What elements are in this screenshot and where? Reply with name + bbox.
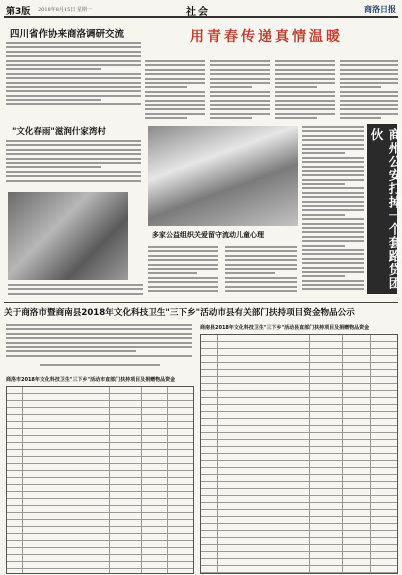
- table-row: [7, 457, 193, 464]
- text-line: [210, 113, 270, 115]
- text-line: [340, 86, 381, 88]
- table-row: [201, 440, 397, 447]
- text-line: [302, 170, 364, 172]
- table-row: [201, 426, 397, 433]
- table-row: [201, 370, 397, 377]
- text-line: [6, 153, 141, 155]
- text-line: [6, 328, 192, 330]
- table-row: [201, 342, 397, 349]
- text-line: [225, 290, 297, 292]
- article-body-col5: [340, 60, 398, 122]
- text-line: [275, 69, 335, 71]
- text-line: [210, 64, 270, 66]
- article-body-col2: [145, 60, 205, 122]
- text-line: [340, 69, 398, 71]
- intro-text: [6, 324, 192, 360]
- text-line: [302, 245, 345, 247]
- table-row: [201, 433, 397, 440]
- text-line: [6, 42, 141, 44]
- table-row: [201, 517, 397, 524]
- text-line: [302, 152, 345, 154]
- text-line: [302, 253, 364, 255]
- text-line: [145, 86, 187, 88]
- text-line: [148, 259, 218, 261]
- text-line: [148, 272, 197, 274]
- table-column-divider: [22, 387, 23, 573]
- text-line: [145, 117, 187, 119]
- banner-byline: [228, 50, 338, 54]
- text-line: [302, 144, 364, 146]
- text-line: [148, 246, 218, 248]
- text-line: [302, 240, 364, 242]
- text-line: [302, 201, 364, 203]
- text-line: [6, 86, 141, 88]
- text-line: [6, 346, 192, 348]
- text-line: [302, 157, 364, 159]
- table-row: [201, 454, 397, 461]
- article-title-writers: 四川省作协来商洛调研交流: [10, 29, 125, 40]
- table-row: [201, 545, 397, 552]
- text-line: [225, 277, 297, 279]
- text-line: [145, 108, 205, 110]
- text-line: [210, 69, 270, 71]
- main-title: 关于商洛市暨商南县2018年文化科技卫生"三下乡"活动市县有关部门扶持项目资金物品公示: [4, 308, 355, 318]
- table-row: [201, 398, 397, 405]
- text-line: [302, 258, 364, 260]
- table-row: [7, 422, 193, 429]
- text-line: [8, 288, 143, 290]
- text-line: [340, 60, 398, 62]
- table-left-title: 商洛市2018年文化科技卫生"三下乡"活动市直部门扶持项目及捐赠物品资金: [6, 377, 176, 383]
- table-row: [201, 419, 397, 426]
- text-line: [275, 64, 335, 66]
- table-row: [201, 531, 397, 538]
- text-line: [302, 262, 364, 264]
- text-line: [6, 162, 141, 164]
- text-line: [6, 337, 192, 339]
- article-body-writers: [6, 42, 141, 110]
- text-line: [302, 135, 364, 137]
- text-line: [145, 104, 205, 106]
- table-row: [7, 506, 193, 513]
- table-row: [201, 447, 397, 454]
- header-bar: [4, 4, 398, 18]
- table-row: [7, 548, 193, 555]
- text-line: [302, 249, 364, 251]
- text-line: [275, 86, 317, 88]
- text-line: [340, 117, 381, 119]
- text-line: [8, 284, 143, 286]
- table-left: [6, 386, 194, 574]
- text-line: [6, 158, 141, 160]
- table-row: [201, 482, 397, 489]
- text-line: [210, 82, 270, 84]
- table-row: [201, 468, 397, 475]
- text-line: [6, 149, 141, 151]
- text-line: [6, 95, 141, 97]
- table-column-divider: [109, 387, 110, 573]
- table-row: [7, 534, 193, 541]
- table-column-divider: [309, 335, 310, 573]
- text-line: [302, 161, 364, 163]
- text-line: [148, 255, 218, 257]
- text-line: [6, 68, 101, 70]
- photo-caption-title: 多家公益组织关爱留守流动儿童心理: [152, 231, 264, 239]
- text-line: [340, 78, 398, 80]
- text-line: [210, 78, 270, 80]
- text-line: [225, 272, 275, 274]
- text-line: [302, 284, 364, 286]
- text-line: [225, 255, 297, 257]
- text-line: [302, 236, 364, 238]
- text-line: [302, 166, 364, 168]
- text-line: [340, 91, 398, 93]
- table-row: [201, 489, 397, 496]
- text-line: [148, 268, 218, 270]
- table-row: [7, 520, 193, 527]
- text-line: [6, 180, 141, 182]
- intro-note: [40, 364, 160, 370]
- section-label: 社会: [186, 7, 210, 18]
- text-line: [6, 46, 141, 48]
- text-line: [340, 113, 398, 115]
- paper-name: 商洛日报: [364, 5, 396, 14]
- text-line: [210, 73, 270, 75]
- article-title-village: "文化春雨"滋润什家湾村: [12, 127, 106, 137]
- text-line: [145, 113, 205, 115]
- table-column-divider: [370, 335, 371, 573]
- table-row: [201, 335, 397, 342]
- table-row: [7, 387, 193, 394]
- text-line: [148, 277, 218, 279]
- text-line: [225, 246, 297, 248]
- article-body-children-1: [148, 246, 218, 296]
- table-row: [7, 478, 193, 485]
- text-line: [210, 117, 252, 119]
- article-body-police: [302, 126, 364, 296]
- text-line: [302, 148, 364, 150]
- table-row: [7, 415, 193, 422]
- table-row: [201, 524, 397, 531]
- text-line: [6, 144, 141, 146]
- article-body-col4: [275, 60, 335, 122]
- text-line: [225, 268, 297, 270]
- table-row: [7, 562, 193, 569]
- table-row: [7, 401, 193, 408]
- table-row: [7, 443, 193, 450]
- text-line: [275, 95, 335, 97]
- text-line: [145, 73, 205, 75]
- text-line: [302, 130, 364, 132]
- table-row: [201, 356, 397, 363]
- table-column-divider: [141, 387, 142, 573]
- table-row: [201, 391, 397, 398]
- text-line: [225, 281, 297, 283]
- text-line: [6, 140, 141, 142]
- text-line: [6, 55, 141, 57]
- text-line: [6, 350, 136, 352]
- text-line: [275, 108, 335, 110]
- text-line: [145, 60, 205, 62]
- text-line: [145, 69, 205, 71]
- text-line: [210, 104, 270, 106]
- text-line: [145, 91, 205, 93]
- table-row: [7, 394, 193, 401]
- table-right-title: 商南县2018年文化科技卫生"三下乡"活动县直部门扶持项目及捐赠物品资金: [200, 325, 370, 331]
- table-row: [201, 503, 397, 510]
- table-row: [201, 510, 397, 517]
- text-line: [6, 355, 192, 357]
- article-body-village: [6, 140, 141, 188]
- text-line: [302, 271, 364, 273]
- text-line: [302, 139, 364, 141]
- photo-village: [8, 192, 128, 280]
- text-line: [275, 78, 335, 80]
- text-line: [210, 86, 252, 88]
- text-line: [275, 82, 335, 84]
- text-line: [275, 100, 335, 102]
- table-row: [7, 436, 193, 443]
- text-line: [6, 64, 141, 66]
- table-row: [7, 450, 193, 457]
- text-line: [302, 218, 364, 220]
- table-row: [201, 538, 397, 545]
- text-line: [340, 82, 398, 84]
- table-row: [7, 429, 193, 436]
- text-line: [340, 108, 398, 110]
- banner-title: 用青春传递真情温暖: [190, 29, 343, 45]
- table-row: [201, 461, 397, 468]
- text-line: [340, 100, 398, 102]
- text-line: [210, 100, 270, 102]
- text-line: [6, 103, 141, 105]
- text-line: [275, 117, 317, 119]
- text-line: [302, 267, 364, 269]
- text-line: [225, 286, 297, 288]
- table-row: [7, 555, 193, 562]
- text-line: [302, 205, 364, 207]
- text-line: [148, 264, 218, 266]
- text-line: [210, 95, 270, 97]
- text-line: [302, 209, 364, 211]
- page-number: 第3版: [6, 7, 31, 17]
- table-row: [7, 541, 193, 548]
- text-line: [225, 264, 297, 266]
- text-line: [302, 223, 364, 225]
- text-line: [302, 179, 364, 181]
- table-row: [201, 349, 397, 356]
- text-line: [340, 64, 398, 66]
- table-row: [201, 552, 397, 559]
- table-row: [7, 527, 193, 534]
- date-text: 2018年8月15日 星期一: [38, 7, 92, 13]
- text-line: [225, 259, 297, 261]
- text-line: [302, 214, 345, 216]
- table-column-divider: [217, 335, 218, 573]
- text-line: [6, 324, 192, 326]
- table-row: [201, 405, 397, 412]
- text-line: [145, 78, 205, 80]
- text-line: [302, 187, 364, 189]
- text-line: [8, 293, 143, 295]
- text-line: [302, 126, 364, 128]
- text-line: [302, 275, 345, 277]
- text-line: [145, 95, 205, 97]
- text-line: [6, 342, 192, 344]
- divider: [4, 302, 398, 303]
- text-line: [340, 95, 398, 97]
- article-body-children-2: [225, 246, 297, 296]
- text-line: [6, 90, 141, 92]
- text-line: [302, 231, 364, 233]
- table-column-divider: [342, 335, 343, 573]
- text-line: [6, 82, 141, 84]
- text-line: [302, 227, 364, 229]
- text-line: [6, 175, 141, 177]
- table-row: [7, 471, 193, 478]
- text-line: [148, 250, 218, 252]
- text-line: [302, 288, 364, 290]
- table-row: [7, 408, 193, 415]
- text-line: [6, 99, 101, 101]
- table-row: [201, 363, 397, 370]
- text-line: [302, 280, 364, 282]
- text-line: [145, 64, 205, 66]
- table-row: [201, 566, 397, 573]
- text-line: [210, 91, 270, 93]
- photo-caption-village: [8, 284, 143, 298]
- text-line: [148, 290, 218, 292]
- article-body-col3: [210, 60, 270, 122]
- text-line: [302, 196, 364, 198]
- text-line: [210, 60, 270, 62]
- text-line: [210, 108, 270, 110]
- table-row: [7, 464, 193, 471]
- text-line: [6, 60, 141, 62]
- text-line: [148, 286, 218, 288]
- text-line: [40, 364, 160, 366]
- table-row: [201, 377, 397, 384]
- text-line: [6, 333, 192, 335]
- text-line: [225, 250, 297, 252]
- photo-children: [148, 126, 298, 226]
- table-row: [7, 513, 193, 520]
- text-line: [6, 77, 141, 79]
- table-row: [201, 559, 397, 566]
- text-line: [340, 104, 398, 106]
- text-line: [6, 73, 141, 75]
- text-line: [6, 51, 141, 53]
- text-line: [275, 91, 335, 93]
- table-row: [7, 485, 193, 492]
- text-line: [275, 73, 335, 75]
- text-line: [340, 73, 398, 75]
- table-row: [7, 499, 193, 506]
- table-row: [201, 475, 397, 482]
- text-line: [145, 82, 205, 84]
- text-line: [275, 113, 335, 115]
- text-line: [148, 281, 218, 283]
- table-row: [7, 492, 193, 499]
- text-line: [275, 60, 335, 62]
- text-line: [275, 104, 335, 106]
- vertical-title-box: [367, 124, 402, 294]
- text-line: [302, 192, 364, 194]
- table-right: [200, 334, 398, 574]
- table-column-divider: [167, 387, 168, 573]
- text-line: [145, 100, 205, 102]
- text-line: [302, 183, 345, 185]
- text-line: [6, 166, 101, 168]
- text-line: [302, 174, 364, 176]
- table-row: [201, 412, 397, 419]
- table-row: [201, 384, 397, 391]
- text-line: [6, 171, 141, 173]
- table-row: [201, 496, 397, 503]
- vertical-title: 商州公安打掉一个套路贷团伙: [369, 128, 402, 290]
